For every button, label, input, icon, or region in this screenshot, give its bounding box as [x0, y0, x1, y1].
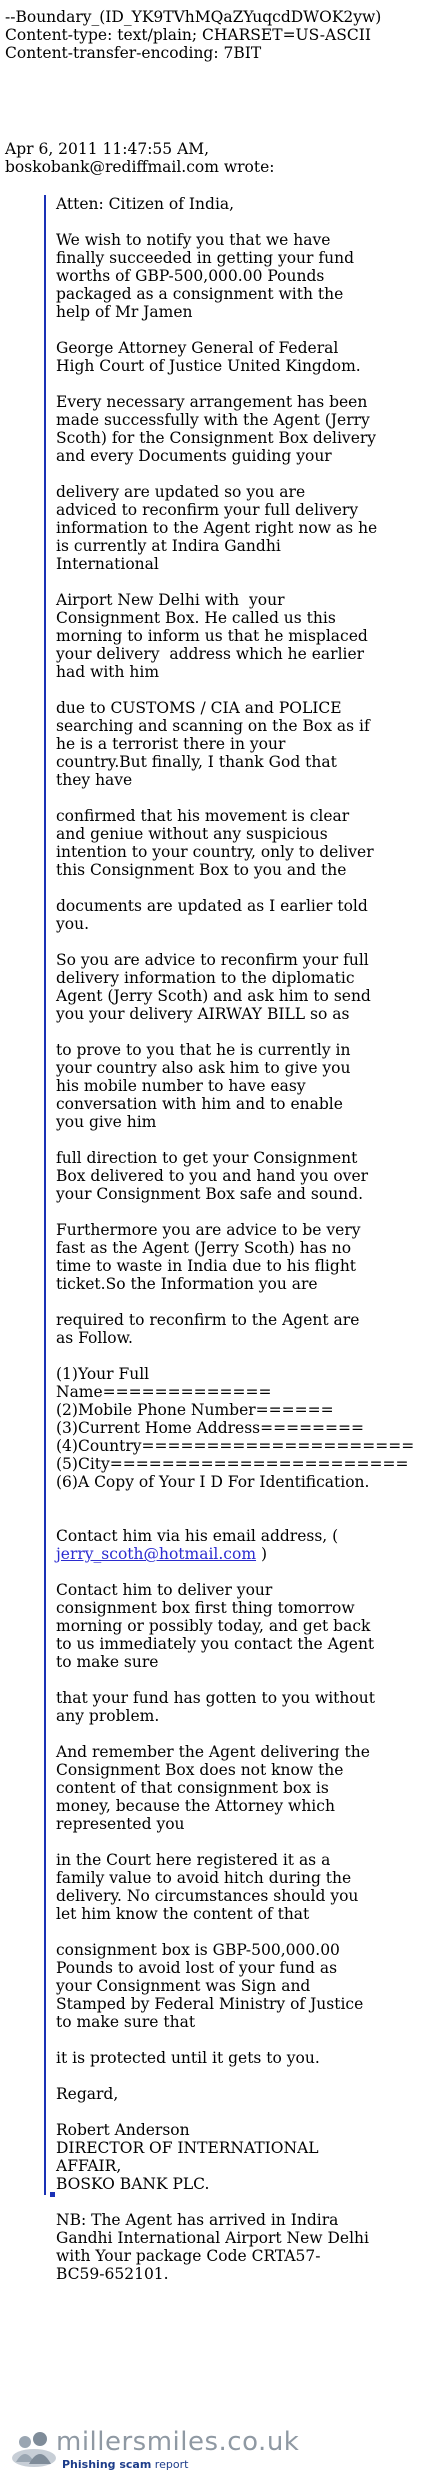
text-line: documents are updated as I earlier told: [56, 897, 368, 915]
text-line: family value to avoid hitch during the: [56, 1869, 352, 1887]
contact-line: [56, 1545, 424, 1563]
text-line: time to waste in India due to his flight: [56, 1257, 357, 1275]
brand-tagline: [62, 2458, 188, 2471]
text-line: NB: The Agent has arrived in Indira: [56, 2211, 339, 2229]
text-line: ticket.So the Information you are: [56, 1275, 318, 1293]
text-line: conversation with him and to enable: [56, 1095, 343, 1113]
text-line: (5)City=======================: [56, 1455, 409, 1473]
email-link[interactable]: jerry_scoth@hotmail.com: [56, 1545, 257, 1563]
message-paragraph: [56, 339, 424, 375]
text-line: and geniue without any suspicious: [56, 825, 328, 843]
text-line: to us immediately you contact the Agent: [56, 1635, 375, 1653]
text-line: boskobank@rediffmail.com wrote:: [5, 158, 275, 176]
message-paragraph: [56, 807, 424, 879]
text-line: you.: [56, 915, 89, 933]
text-line: in the Court here registered it as a: [56, 1851, 331, 1869]
message-paragraph: [56, 897, 424, 933]
text-line: High Court of Justice United Kingdom.: [56, 357, 361, 375]
brand-name-main: millersmiles: [56, 2427, 219, 2457]
message-paragraph: [56, 2049, 424, 2067]
message-paragraph: [56, 483, 424, 573]
text-line: Box delivered to you and hand you over: [56, 1167, 369, 1185]
text-line: Regard,: [56, 2085, 119, 2103]
text-line: Content-type: text/plain; CHARSET=US-ASCII: [5, 26, 371, 44]
text-line: delivery. No circumstances should you: [56, 1887, 359, 1905]
text-line: consignment box is GBP-500,000.00: [56, 1941, 340, 1959]
text-line: your Consignment Box safe and sound.: [56, 1185, 364, 1203]
text-line: Atten: Citizen of India,: [56, 195, 235, 213]
text-line: Gandhi International Airport New Delhi: [56, 2229, 369, 2247]
message-paragraph: [56, 1365, 424, 1491]
text-line: BC59-652101.: [56, 2265, 169, 2283]
text-line: Apr 6, 2011 11:47:55 AM,: [5, 140, 210, 158]
quote-attribution: [5, 140, 275, 176]
brand-name[interactable]: [56, 2428, 299, 2456]
message-paragraph: [56, 591, 424, 681]
text-line: Agent (Jerry Scoth) and ask him to send: [56, 987, 371, 1005]
text-line: delivery are updated so you are: [56, 483, 306, 501]
text-line: Pounds to avoid lost of your fund as: [56, 1959, 338, 1977]
message-paragraph: [56, 951, 424, 1023]
message-paragraph: [56, 1851, 424, 1923]
text-line: Stamped by Federal Ministry of Justice: [56, 1995, 364, 2013]
message-paragraph: [56, 1689, 424, 1725]
message-paragraph: [56, 699, 424, 789]
text-line: And remember the Agent delivering the: [56, 1743, 370, 1761]
text-line: packaged as a consignment with the: [56, 285, 344, 303]
brand-domain: .co.uk: [218, 2427, 300, 2457]
text-line: International: [56, 555, 159, 573]
text-line: due to CUSTOMS / CIA and POLICE: [56, 699, 342, 717]
message-paragraph: [56, 231, 424, 321]
text-line: your country also ask him to give you: [56, 1059, 351, 1077]
text-line: We wish to notify you that we have: [56, 231, 331, 249]
text-line: confirmed that his movement is clear: [56, 807, 350, 825]
text-line: intention to your country, only to deliver: [56, 843, 374, 861]
text-line: worths of GBP-500,000.00 Pounds: [56, 267, 325, 285]
text-line: Contact him to deliver your: [56, 1581, 273, 1599]
text-line: George Attorney General of Federal: [56, 339, 339, 357]
text-line: finally succeeded in getting your fund: [56, 249, 354, 267]
text-line: any problem.: [56, 1707, 160, 1725]
text-line: Name=============: [56, 1383, 272, 1401]
message-paragraph: [56, 1041, 424, 1131]
tagline-rest: report: [151, 2458, 189, 2471]
text-line: to make sure that: [56, 2013, 196, 2031]
text-line: country.But finally, I thank God that: [56, 753, 337, 771]
message-paragraph: [56, 1221, 424, 1293]
message-paragraph: [56, 1581, 424, 1671]
text-line: information to the Agent right now as he: [56, 519, 378, 537]
text-line: morning to inform us that he misplaced: [56, 627, 368, 645]
text-line: help of Mr Jamen: [56, 303, 193, 321]
text-line: adviced to reconfirm your full delivery: [56, 501, 359, 519]
text-line: DIRECTOR OF INTERNATIONAL: [56, 2139, 319, 2157]
spacer: [56, 1509, 424, 1527]
text-line: Consignment Box does not know the: [56, 1761, 344, 1779]
contact-suffix: ): [256, 1545, 268, 1563]
quote-end-marker: [50, 2192, 55, 2197]
text-line: this Consignment Box to you and the: [56, 861, 347, 879]
text-line: So you are advice to reconfirm your full: [56, 951, 369, 969]
quoted-message: [44, 195, 424, 2283]
message-paragraph: [56, 2085, 424, 2103]
text-line: your Consignment was Sign and: [56, 1977, 311, 1995]
text-line: searching and scanning on the Box as if: [56, 717, 370, 735]
text-line: to make sure: [56, 1653, 159, 1671]
text-line: (4)Country=====================: [56, 1437, 415, 1455]
text-line: and every Documents guiding your: [56, 447, 332, 465]
text-line: consignment box first thing tomorrow: [56, 1599, 355, 1617]
text-line: delivery information to the diplomatic: [56, 969, 355, 987]
text-line: as Follow.: [56, 1329, 133, 1347]
text-line: to prove to you that he is currently in: [56, 1041, 351, 1059]
text-line: had with him: [56, 663, 160, 681]
text-line: he is a terrorist there in your: [56, 735, 286, 753]
text-line: you give him: [56, 1113, 157, 1131]
text-line: money, because the Attorney which: [56, 1797, 335, 1815]
text-line: required to reconfirm to the Agent are: [56, 1311, 360, 1329]
text-line: content of that consignment box is: [56, 1779, 329, 1797]
text-line: let him know the content of that: [56, 1905, 310, 1923]
text-line: it is protected until it gets to you.: [56, 2049, 320, 2067]
text-line: his mobile number to have easy: [56, 1077, 306, 1095]
people-silhouette-icon: [10, 2428, 60, 2470]
text-line: with Your package Code CRTA57-: [56, 2247, 321, 2265]
contact-prefix: Contact him via his email address, (: [56, 1527, 339, 1545]
message-paragraph: [56, 1743, 424, 1833]
text-line: they have: [56, 771, 133, 789]
text-line: Consignment Box. He called us this: [56, 609, 336, 627]
text-line: that your fund has gotten to you without: [56, 1689, 375, 1707]
text-line: --Boundary_(ID_YK9TVhMQaZYuqcdDWOK2yw): [5, 8, 382, 26]
mime-header: [5, 8, 381, 62]
text-line: your delivery address which he earlier: [56, 645, 365, 663]
message-paragraph: [56, 1941, 424, 2031]
contact-paragraph: [56, 1527, 424, 1563]
text-line: is currently at Indira Gandhi: [56, 537, 281, 555]
message-paragraph: [56, 2211, 424, 2283]
text-line: AFFAIR,: [56, 2157, 122, 2175]
text-line: Every necessary arrangement has been: [56, 393, 368, 411]
tagline-bold: Phishing scam: [62, 2458, 152, 2471]
text-line: made successfully with the Agent (Jerry: [56, 411, 370, 429]
text-line: morning or possibly today, and get back: [56, 1617, 371, 1635]
millersmiles-footer: [10, 2426, 300, 2472]
message-paragraph: [56, 195, 424, 213]
text-line: (6)A Copy of Your I D For Identification.: [56, 1473, 370, 1491]
text-line: fast as the Agent (Jerry Scoth) has no: [56, 1239, 352, 1257]
message-paragraph: [56, 393, 424, 465]
text-line: Scoth) for the Consignment Box delivery: [56, 429, 377, 447]
text-line: Content-transfer-encoding: 7BIT: [5, 44, 262, 62]
text-line: (3)Current Home Address========: [56, 1419, 365, 1437]
text-line: (2)Mobile Phone Number======: [56, 1401, 334, 1419]
text-line: full direction to get your Consignment: [56, 1149, 358, 1167]
message-paragraph: [56, 1149, 424, 1203]
text-line: Robert Anderson: [56, 2121, 190, 2139]
text-line: Airport New Delhi with your: [56, 591, 285, 609]
text-line: you your delivery AIRWAY BILL so as: [56, 1005, 350, 1023]
text-line: BOSKO BANK PLC.: [56, 2175, 210, 2193]
text-line: (1)Your Full: [56, 1365, 150, 1383]
text-line: represented you: [56, 1815, 185, 1833]
text-line: Furthermore you are advice to be very: [56, 1221, 361, 1239]
message-paragraph: [56, 2121, 424, 2193]
message-paragraph: [56, 1311, 424, 1347]
